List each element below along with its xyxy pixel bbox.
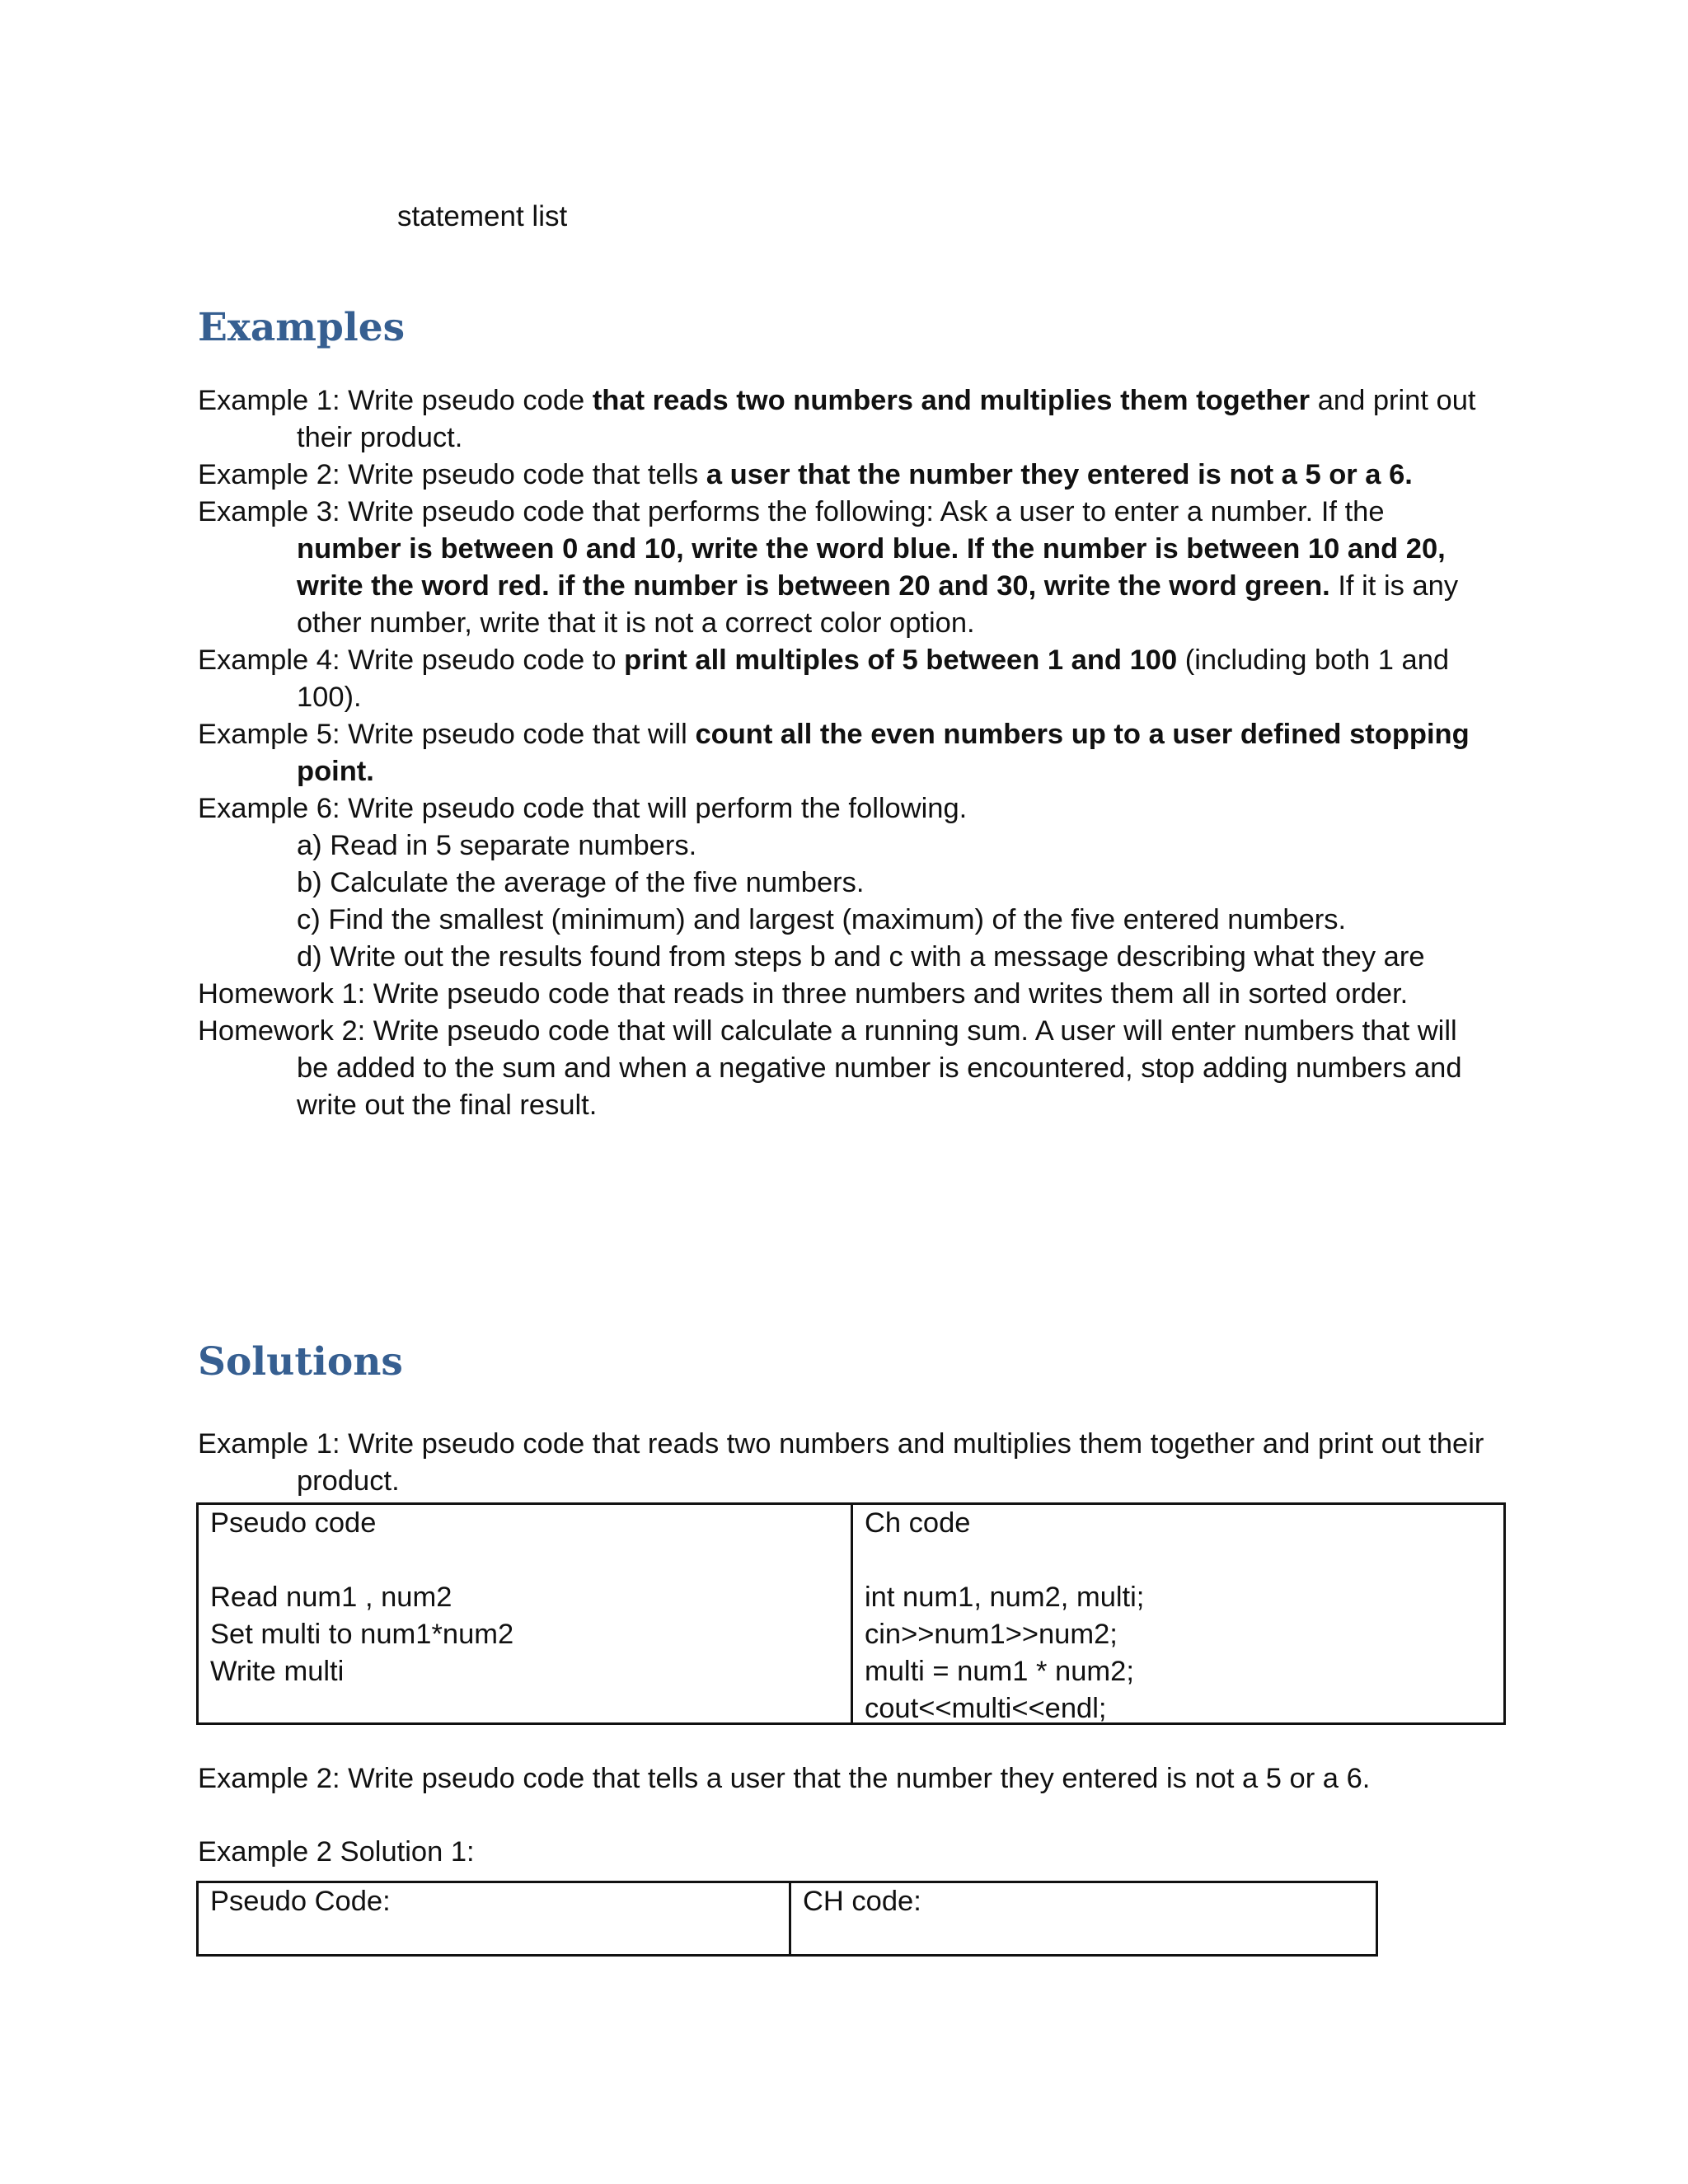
example-6-step-c: c) Find the smallest (minimum) and largest (maximum) of the five entered numbers. [297, 904, 1347, 935]
homework-1: Homework 1: Write pseudo code that reads in three numbers and writes them all in sorted order. [198, 978, 1409, 1010]
solution-1-prompt: Example 1: Write pseudo code that reads two numbers and multiplies them together and print out their product. [198, 1428, 1484, 1497]
solution-2-code-table [196, 1881, 1378, 1957]
pseudo-line: Write multi [210, 1656, 345, 1687]
example-2: Example 2: Write pseudo code that tells a user that the number they entered is not a 5 or a 6. [198, 459, 1413, 490]
examples-heading: Examples [198, 305, 406, 350]
example-6-step-b: b) Calculate the average of the five numbers. [297, 867, 865, 898]
pseudo-code-header: Pseudo Code: [210, 1886, 391, 1917]
example-6-step-d: d) Write out the results found from steps b and c with a message describing what they are [297, 941, 1425, 972]
code-line: cin>>num1>>num2; [865, 1619, 1118, 1650]
ch-code-header: Ch code [865, 1507, 971, 1539]
solution-2-sub-label: Example 2 Solution 1: [198, 1836, 475, 1868]
solution-1-code-table [196, 1502, 1506, 1725]
solutions-heading: Solutions [198, 1339, 403, 1385]
code-line: int num1, num2, multi; [865, 1582, 1145, 1613]
code-line: multi = num1 * num2; [865, 1656, 1134, 1687]
example-3: Example 3: Write pseudo code that performs the following: Ask a user to enter a number. If the number is between 0 and 10, write the word blue. If the number is between 10 and 20, write the word red. if the number is between 20 and 30, write the word green. If it is any other number, write that it is not a correct color option. [198, 496, 1459, 639]
pseudo-code-header: Pseudo code [210, 1507, 377, 1539]
ch-code-column [789, 1883, 1376, 1954]
example-6-step-a: a) Read in 5 separate numbers. [297, 830, 697, 861]
example-5: Example 5: Write pseudo code that will count all the even numbers up to a user defined stopping point. [198, 719, 1470, 787]
pseudo-line: Read num1 , num2 [210, 1582, 452, 1613]
solution-2-prompt: Example 2: Write pseudo code that tells a user that the number they entered is not a 5 or a 6. [198, 1763, 1371, 1794]
intro-line: statement list [397, 200, 568, 232]
examples-list [198, 382, 1490, 1124]
example-4: Example 4: Write pseudo code to print all multiples of 5 between 1 and 100 (including both 1 and 100). [198, 644, 1450, 713]
pseudo-code-column [199, 1505, 851, 1722]
example-6: Example 6: Write pseudo code that will perform the following. [198, 793, 968, 824]
code-line: cout<<multi<<endl; [865, 1693, 1107, 1724]
ch-code-header: CH code: [803, 1886, 921, 1917]
example-1: Example 1: Write pseudo code that reads two numbers and multiplies them together and print out their product. [198, 385, 1476, 453]
pseudo-code-column [199, 1883, 789, 1954]
ch-code-column [851, 1505, 1503, 1722]
homework-2: Homework 2: Write pseudo code that will calculate a running sum. A user will enter numbers that will be added to the sum and when a negative number is encountered, stop adding numbers and write out the final result. [198, 1015, 1462, 1121]
pseudo-line: Set multi to num1*num2 [210, 1619, 514, 1650]
